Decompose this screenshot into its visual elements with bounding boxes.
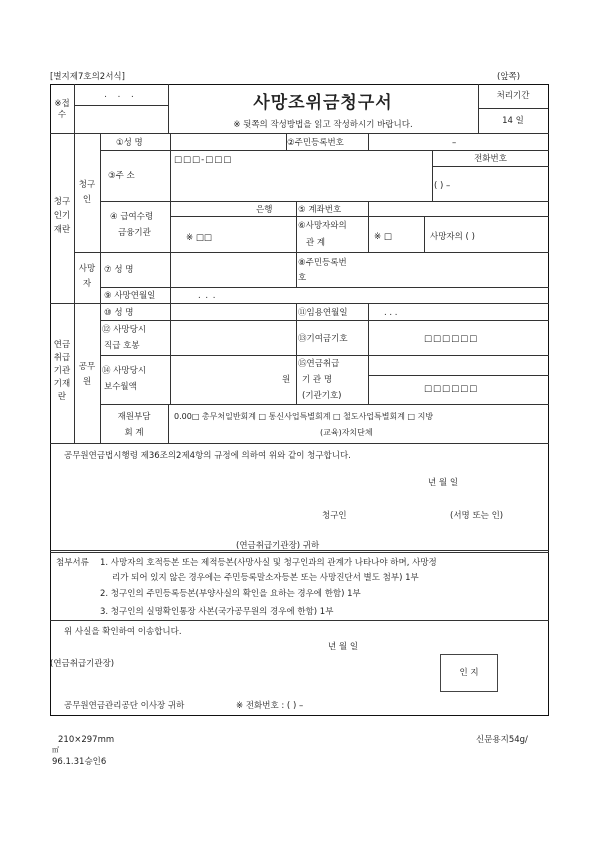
page-side: (앞쪽): [497, 72, 521, 82]
processing-period-label: 처리기간: [496, 91, 530, 101]
reception-date[interactable]: . . .: [104, 90, 138, 100]
agency-code-field[interactable]: □□□□□□: [424, 384, 479, 394]
relation-label: ⑥사망자와의: [298, 221, 347, 231]
confirmation-recipient: 공무원연금관리공단 이사장 귀하: [64, 701, 185, 711]
agency-section-label: 연금 취급 기관 기재 란: [53, 340, 71, 402]
deceased-rrn-label-sub: 호: [298, 273, 307, 283]
relation-label-sub: 관 계: [306, 238, 326, 248]
grade-label: ⑫ 사망당시: [102, 325, 147, 335]
fund-options-cont[interactable]: (교육)자치단체: [320, 428, 373, 437]
claimant-sign-label: 청구인: [322, 511, 347, 521]
claimant-address-field[interactable]: □□□-□□□: [174, 155, 233, 165]
grade-label-sub: 직급 호봉: [104, 341, 140, 351]
form-number: [별지제7호의2서식]: [50, 72, 125, 82]
claimant-address-label: ③주 소: [108, 171, 135, 181]
deceased-sub-label: 사망 자: [78, 264, 96, 289]
deceased-rrn-label: ⑧주민등록번: [298, 258, 347, 268]
bank-label: ④ 급여수령: [110, 212, 154, 222]
processing-period-value: 14 일: [502, 116, 524, 126]
employee-sub-label: 공무 원: [78, 362, 96, 387]
paper-size-sub: ㎡: [52, 746, 59, 754]
attachment-item-1-cont: 리가 되어 있지 않은 경우에는 주민등록말소자등본 또는 사망진단서 별도 첨부) 1부: [112, 573, 419, 583]
reception-label: ※접: [54, 99, 70, 109]
form-note: ※ 뒷쪽의 작성방법을 읽고 작성하시기 바랍니다.: [233, 120, 413, 130]
employee-name-label: ⑩ 성 명: [104, 308, 134, 318]
salary-unit: 원: [282, 375, 291, 385]
agency-name-label-sub: 기 관 명: [302, 375, 333, 385]
attachment-item-2: 2. 청구인의 주민등록등본(부양사실의 확인을 요하는 경우에 한함) 1부: [100, 589, 361, 599]
relation-other-field[interactable]: 사망자의 ( ): [430, 232, 475, 242]
bank-suffix: 은행: [256, 205, 273, 215]
claimant-sign-field[interactable]: (서명 또는 인): [450, 511, 504, 521]
bank-field[interactable]: ※ □□: [186, 233, 212, 243]
revenue-stamp-box[interactable]: [440, 654, 498, 692]
fund-label: 재원부담: [117, 412, 151, 422]
claimant-rrn-field[interactable]: –: [452, 138, 457, 148]
declaration-recipient: (연금취급기관장) 귀하: [236, 541, 320, 551]
death-date-field[interactable]: . . .: [198, 291, 217, 301]
appointment-date-field[interactable]: . . .: [384, 308, 398, 318]
agency-name-label: ⑮연금취급: [298, 359, 340, 369]
bank-label-sub: 금융기관: [118, 228, 151, 238]
claimant-phone-field[interactable]: ( ) –: [434, 181, 451, 191]
form-title: 사망조위금청구서: [253, 93, 393, 113]
reception-label-sub: 수: [57, 110, 67, 120]
attachments-label: 첨부서류: [56, 558, 89, 568]
declaration-text: 공무원연금법시행령 제36조의2제4항의 규정에 의하여 위와 같이 청구합니다.: [64, 451, 351, 461]
attachment-item-1: 1. 사망자의 호적등본 또는 제적등본(사망사실 및 청구인과의 관계가 나타나야 하며, 사망정: [100, 558, 437, 568]
approval-date: 96.1.31승인6: [52, 757, 107, 767]
paper-type: 신문용지54g/: [476, 735, 528, 745]
claimant-name-label: ①성 명: [116, 138, 143, 148]
claimant-sub-label: 청구 인: [78, 180, 96, 205]
paper-size: 210×297mm: [58, 735, 115, 745]
confirmation-date[interactable]: 년 월 일: [328, 642, 359, 652]
claimant-rrn-label: ②주민등록번호: [287, 138, 344, 148]
appointment-date-label: ⑪임용연월일: [298, 308, 348, 318]
agency-code-label: (기관기호): [302, 391, 342, 401]
claimant-phone-label: 전화번호: [474, 154, 507, 164]
agency-head-label: (연금취급기관장): [50, 659, 115, 669]
relation-field[interactable]: ※ □: [374, 232, 392, 242]
confirmation-phone[interactable]: ※ 전화번호 : ( ) –: [236, 701, 304, 711]
declaration-date[interactable]: 년 월 일: [428, 478, 459, 488]
contribution-code-field[interactable]: □□□□□□: [424, 334, 479, 344]
fund-options[interactable]: 0.00□ 총무처일반회계 □ 통신사업특별회계 □ 철도사업특별회계 □ 지방: [174, 412, 434, 421]
fund-label-sub: 회 계: [124, 428, 144, 438]
attachment-item-3: 3. 청구인의 실명확인통장 사본(국가공무원의 경우에 한함) 1부: [100, 607, 334, 617]
claimant-section-label: 청구 인기 재란: [53, 197, 71, 235]
revenue-stamp-label: 인 지: [459, 668, 479, 678]
confirmation-text: 위 사실을 확인하여 이송합니다.: [64, 627, 182, 637]
death-date-label: ⑨ 사망연월일: [104, 291, 156, 301]
salary-label-sub: 보수월액: [104, 382, 137, 392]
salary-label: ⑭ 사망당시: [102, 366, 147, 376]
contribution-code-label: ⑬기여금기호: [298, 334, 348, 344]
account-label: ⑤ 계좌번호: [298, 205, 342, 215]
deceased-name-label: ⑦ 성 명: [104, 265, 134, 275]
